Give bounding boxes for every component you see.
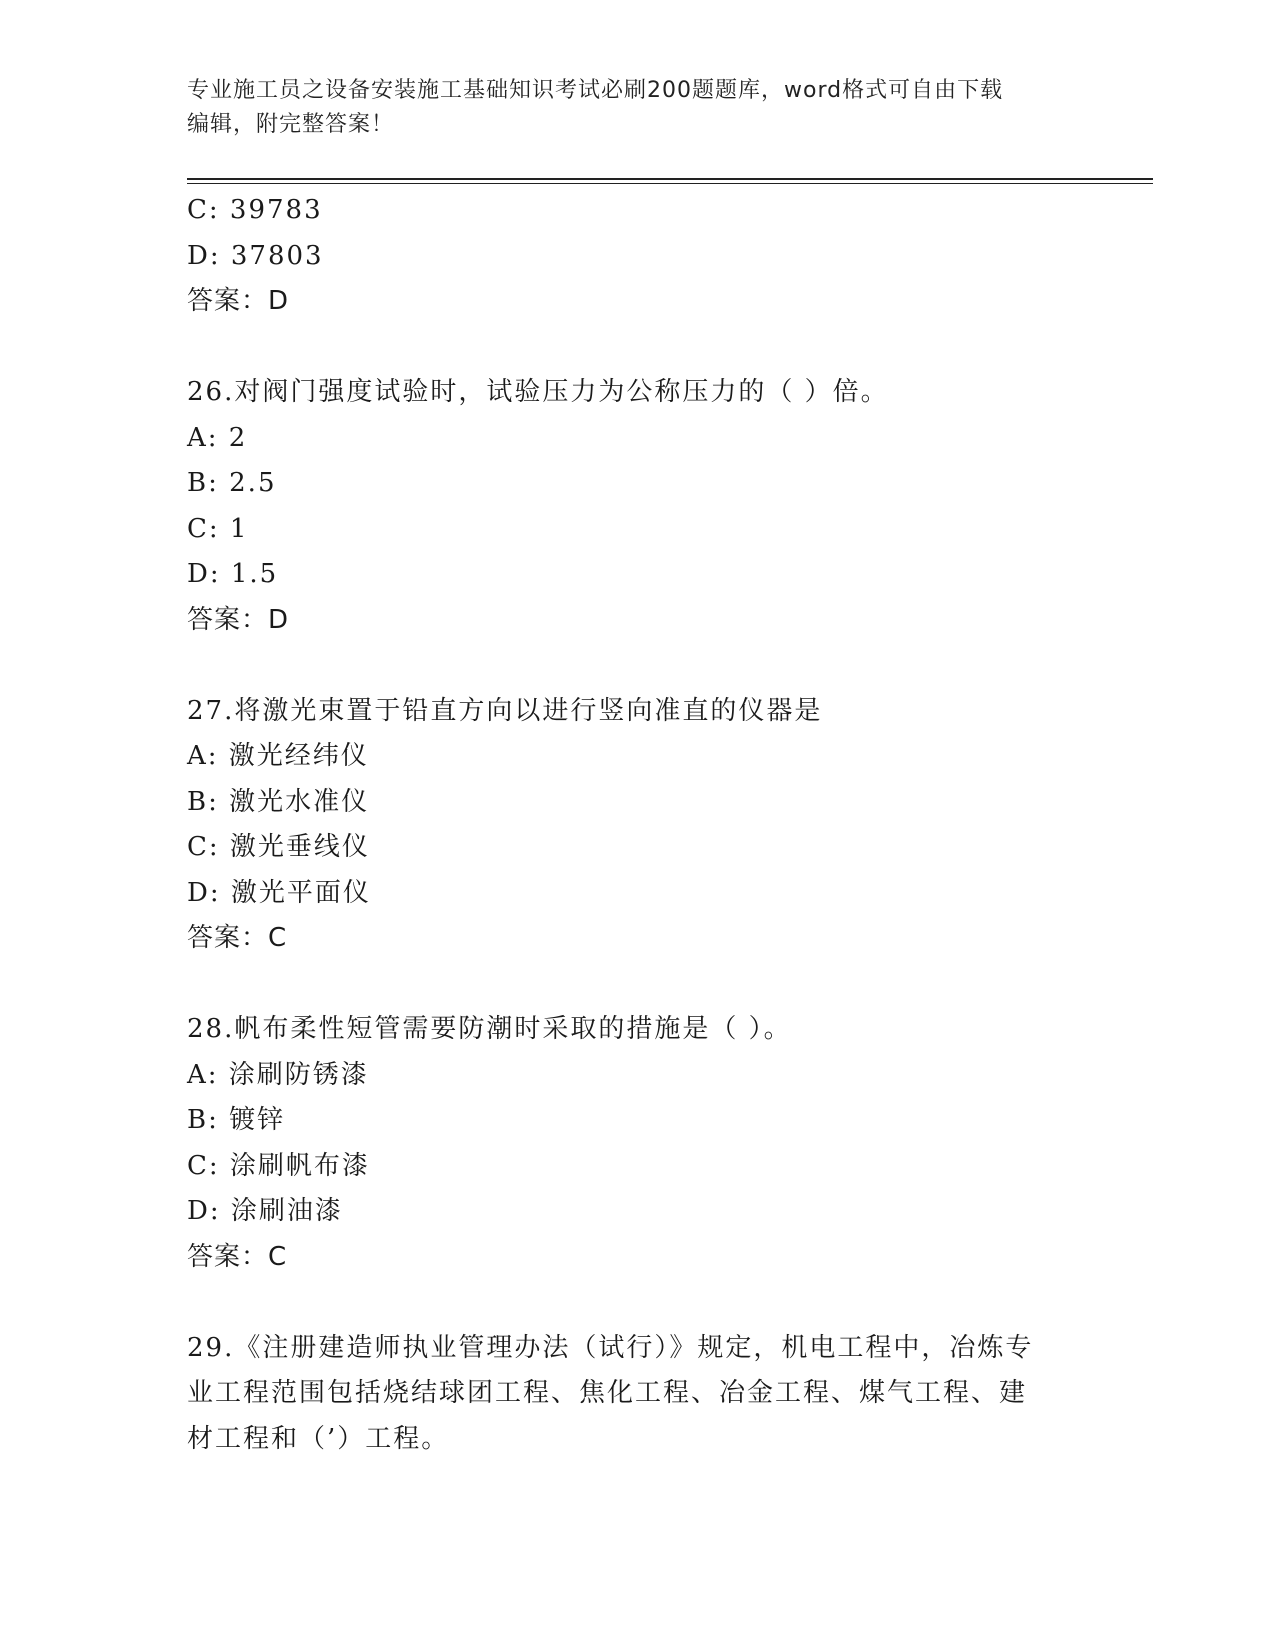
option-c: C: 涂刷帆布漆 — [187, 1150, 370, 1181]
header-title-line-1: 专业施工员之设备安装施工基础知识考试必刷200题题库，word格式可自由下载 — [187, 78, 1004, 103]
spacer — [187, 325, 1087, 371]
option-b: B: 2.5 — [187, 468, 277, 498]
spacer — [187, 962, 1087, 1008]
option-d: D: 涂刷油漆 — [187, 1196, 343, 1226]
option-a: A: 激光经纬仪 — [187, 741, 369, 771]
question-text: 28.帆布柔性短管需要防潮时采取的措施是（ ）。 — [187, 1014, 792, 1044]
question-29 — [187, 1326, 1087, 1463]
question-26 — [187, 370, 1087, 643]
answer: 答案：D — [187, 604, 290, 635]
spacer — [187, 643, 1087, 689]
question-text-line-1: 29.《注册建造师执业管理办法（试行）》规定，机电工程中，冶炼专 — [187, 1332, 1034, 1363]
spacer — [187, 1280, 1087, 1326]
answer: 答案：D — [187, 286, 290, 316]
question-text-line-3: 材工程和（’）工程。 — [187, 1423, 450, 1454]
question-27 — [187, 689, 1087, 962]
option-d: D: 37803 — [187, 240, 324, 271]
header-title-line-2: 编辑，附完整答案！ — [187, 112, 395, 137]
document-header — [187, 74, 1067, 142]
answer: 答案：C — [187, 1241, 288, 1272]
option-c: C: 激光垂线仪 — [187, 832, 370, 862]
question-28 — [187, 1007, 1087, 1280]
question-text-line-2: 业工程范围包括烧结球团工程、焦化工程、冶金工程、煤气工程、建 — [187, 1378, 1028, 1408]
answer: 答案：C — [187, 923, 288, 953]
header-divider-thick — [187, 178, 1153, 180]
option-c: C: 1 — [187, 513, 249, 544]
question-25-continued — [187, 188, 1087, 325]
question-text: 27.将激光束置于铅直方向以进行竖向准直的仪器是 — [187, 695, 823, 726]
option-c: C: 39783 — [187, 195, 323, 225]
option-d: D: 1.5 — [187, 559, 279, 589]
option-a: A: 涂刷防锈漆 — [187, 1059, 369, 1090]
header-divider-thin — [187, 183, 1153, 184]
question-text: 26.对阀门强度试验时，试验压力为公称压力的（ ）倍。 — [187, 377, 889, 407]
option-d: D: 激光平面仪 — [187, 877, 371, 908]
option-b: B: 激光水准仪 — [187, 786, 370, 817]
option-b: B: 镀锌 — [187, 1105, 286, 1135]
option-a: A: 2 — [187, 422, 248, 453]
question-list — [187, 188, 1087, 1462]
